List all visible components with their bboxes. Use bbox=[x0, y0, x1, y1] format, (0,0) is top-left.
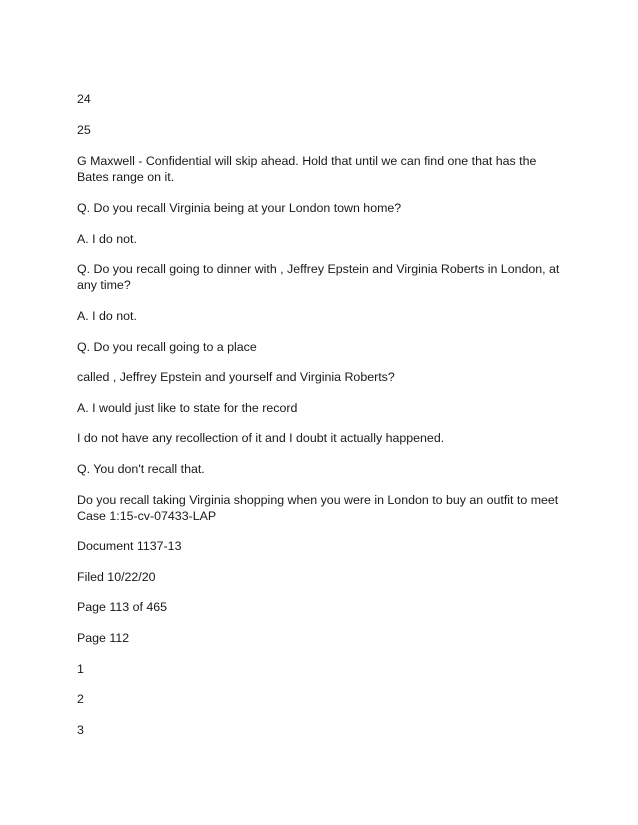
question-london-town-home: Q. Do you recall Virginia being at your London town home? bbox=[77, 201, 402, 215]
line-number-3: 3 bbox=[77, 723, 84, 737]
line-number-24: 24 bbox=[77, 92, 91, 106]
question-dont-recall: Q. You don't recall that. bbox=[77, 462, 205, 476]
question-going-to-place: Q. Do you recall going to a place bbox=[77, 340, 257, 354]
line-number-1: 1 bbox=[77, 662, 84, 676]
document-number: Document 1137-13 bbox=[77, 539, 182, 553]
question-shopping-london: Do you recall taking Virginia shopping when you were in London to buy an outfit to meet Case 1:15-cv-07433-LAP bbox=[77, 493, 559, 523]
paragraph-no-recollection: I do not have any recollection of it and I doubt it actually happened. bbox=[77, 431, 445, 445]
page-number: Page 112 bbox=[77, 631, 130, 645]
page-of-total: Page 113 of 465 bbox=[77, 600, 168, 614]
line-number-2: 2 bbox=[77, 692, 84, 706]
paragraph-maxwell-confidential: G Maxwell - Confidential will skip ahead. Hold that until we can find one that has the Bates range on it. bbox=[77, 154, 537, 184]
answer-do-not-2: A. I do not. bbox=[77, 309, 137, 323]
answer-do-not-1: A. I do not. bbox=[77, 232, 137, 246]
paragraph-called: called , Jeffrey Epstein and yourself and Virginia Roberts? bbox=[77, 370, 395, 384]
line-number-25: 25 bbox=[77, 123, 91, 137]
answer-state-for-record: A. I would just like to state for the record bbox=[77, 401, 298, 415]
question-dinner-london: Q. Do you recall going to dinner with , Jeffrey Epstein and Virginia Roberts in London, at any time? bbox=[77, 262, 560, 292]
filed-date: Filed 10/22/20 bbox=[77, 570, 156, 584]
